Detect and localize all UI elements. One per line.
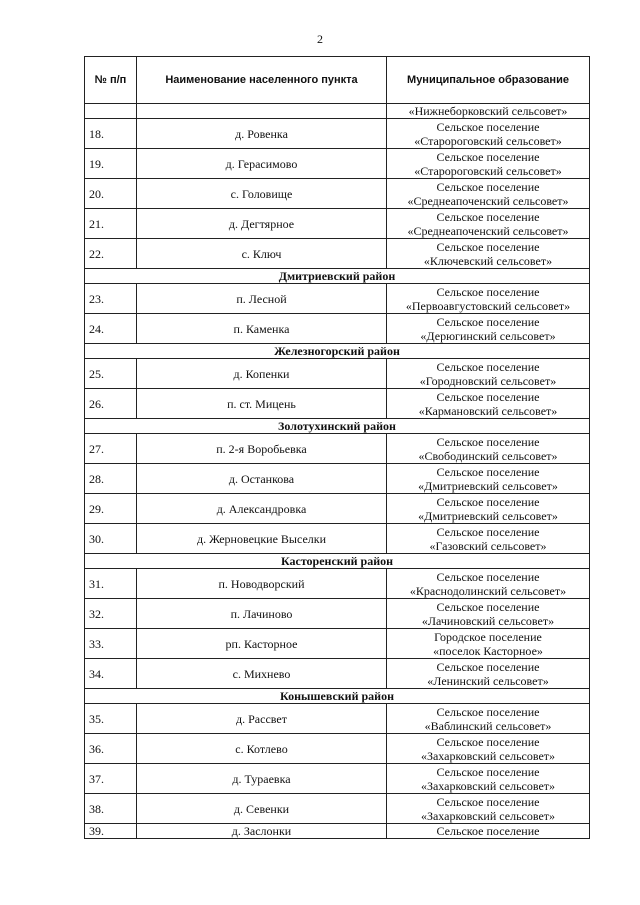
cell-municipality xyxy=(387,119,590,149)
table-row xyxy=(85,284,590,314)
municipality-type: Сельское поселение xyxy=(436,359,540,374)
cell-municipality xyxy=(387,794,590,824)
cell-name xyxy=(137,104,387,119)
cell-num: 39. xyxy=(85,824,137,839)
cell-name: п. Новодворский xyxy=(137,569,387,599)
cell-municipality xyxy=(387,734,590,764)
settlements-table xyxy=(84,56,590,839)
municipality-name: «Захарковский сельсовет» xyxy=(420,808,556,823)
cell-num: 27. xyxy=(85,434,137,464)
municipality-type: Сельское поселение xyxy=(436,119,540,134)
table-row xyxy=(85,734,590,764)
cell-municipality xyxy=(387,704,590,734)
cell-municipality xyxy=(387,524,590,554)
cell-name: д. Копенки xyxy=(137,359,387,389)
cell-name: п. ст. Мицень xyxy=(137,389,387,419)
district-row xyxy=(85,419,590,434)
cell-name: с. Михнево xyxy=(137,659,387,689)
municipality-name: «Ваблинский сельсовет» xyxy=(424,718,552,733)
cell-name: д. Дегтярное xyxy=(137,209,387,239)
cell-num: 25. xyxy=(85,359,137,389)
cell-name: д. Ровенка xyxy=(137,119,387,149)
table-row xyxy=(85,569,590,599)
municipality-name: «Лачиновский сельсовет» xyxy=(421,613,555,628)
table-row xyxy=(85,524,590,554)
cell-num: 33. xyxy=(85,629,137,659)
cell-municipality xyxy=(387,209,590,239)
continuation-row xyxy=(85,104,590,119)
cell-num: 23. xyxy=(85,284,137,314)
municipality-name: «Дерюгинский сельсовет» xyxy=(420,328,556,343)
district-row xyxy=(85,554,590,569)
municipality-name: «Краснодолинский сельсовет» xyxy=(409,583,567,598)
cell-name: с. Котлево xyxy=(137,734,387,764)
municipality-name: «Старороговский сельсовет» xyxy=(414,133,562,148)
municipality-type: Сельское поселение xyxy=(436,389,540,404)
municipality-name: «Среднеапоченский сельсовет» xyxy=(407,193,569,208)
municipality-type: Сельское поселение xyxy=(436,794,540,809)
cell-municipality xyxy=(387,629,590,659)
cell-name: д. Герасимово xyxy=(137,149,387,179)
municipality-type: Сельское поселение xyxy=(436,704,540,719)
cell-municipality xyxy=(387,179,590,209)
cell-num: 18. xyxy=(85,119,137,149)
cell-municipality xyxy=(387,659,590,689)
cell-municipality xyxy=(387,359,590,389)
district-row xyxy=(85,689,590,704)
municipality-name: «Старороговский сельсовет» xyxy=(414,163,562,178)
municipality-name: «Свободинский сельсовет» xyxy=(418,448,558,463)
municipality-type: Сельское поселение xyxy=(436,209,540,224)
municipality-type: Городское поселение xyxy=(434,629,542,644)
table-body xyxy=(85,104,590,839)
cell-name: п. Каменка xyxy=(137,314,387,344)
cell-municipality xyxy=(387,494,590,524)
municipality-type: Сельское поселение xyxy=(436,659,540,674)
municipality-type: Сельское поселение xyxy=(436,734,540,749)
district-row xyxy=(85,344,590,359)
table-row xyxy=(85,239,590,269)
cell-municipality xyxy=(387,569,590,599)
cell-num xyxy=(85,104,137,119)
cell-num: 36. xyxy=(85,734,137,764)
cell-municipality xyxy=(387,599,590,629)
cell-municipality: Сельское поселение xyxy=(387,824,590,839)
table-row xyxy=(85,824,590,839)
municipality-name: «Ленинский сельсовет» xyxy=(427,673,549,688)
district-name: Конышевский район xyxy=(85,689,590,704)
cell-num: 21. xyxy=(85,209,137,239)
district-row xyxy=(85,269,590,284)
cell-num: 38. xyxy=(85,794,137,824)
cell-municipality xyxy=(387,464,590,494)
municipality-name: «Среднеапоченский сельсовет» xyxy=(407,223,569,238)
municipality-type: Сельское поселение xyxy=(436,764,540,779)
cell-name: д. Тураевка xyxy=(137,764,387,794)
page-number: 2 xyxy=(317,32,323,46)
municipality-type: Сельское поселение xyxy=(436,569,540,584)
municipality-name: «Ключевский сельсовет» xyxy=(423,253,553,268)
cell-name: д. Жерновецкие Выселки xyxy=(137,524,387,554)
district-name: Дмитриевский район xyxy=(85,269,590,284)
table-row xyxy=(85,704,590,734)
cell-municipality xyxy=(387,314,590,344)
municipality-type: Сельское поселение xyxy=(436,464,540,479)
cell-num: 28. xyxy=(85,464,137,494)
table-row xyxy=(85,794,590,824)
cell-num: 24. xyxy=(85,314,137,344)
cell-name: д. Александровка xyxy=(137,494,387,524)
municipality-name: «Дмитриевский сельсовет» xyxy=(418,508,558,523)
cell-municipality xyxy=(387,239,590,269)
cell-num: 32. xyxy=(85,599,137,629)
municipality-name: «Первоавгустовский сельсовет» xyxy=(405,298,571,313)
cell-num: 22. xyxy=(85,239,137,269)
cell-name: п. Лесной xyxy=(137,284,387,314)
table-header-row xyxy=(85,57,590,104)
cell-municipality xyxy=(387,284,590,314)
cell-num: 35. xyxy=(85,704,137,734)
municipality-type: Сельское поселение xyxy=(436,494,540,509)
table-row xyxy=(85,314,590,344)
table-row xyxy=(85,179,590,209)
cell-num: 37. xyxy=(85,764,137,794)
table-row xyxy=(85,149,590,179)
table-row xyxy=(85,629,590,659)
district-name: Железногорский район xyxy=(85,344,590,359)
table-row xyxy=(85,599,590,629)
municipality-name: «поселок Касторное» xyxy=(433,643,543,658)
district-name: Касторенский район xyxy=(85,554,590,569)
cell-name: д. Заслонки xyxy=(137,824,387,839)
cell-municipality xyxy=(387,434,590,464)
table-row xyxy=(85,764,590,794)
table-row xyxy=(85,434,590,464)
table-row xyxy=(85,389,590,419)
municipality-name: «Городновский сельсовет» xyxy=(419,373,557,388)
cell-name: рп. Касторное xyxy=(137,629,387,659)
cell-num: 29. xyxy=(85,494,137,524)
table-row xyxy=(85,209,590,239)
municipality-name: «Захарковский сельсовет» xyxy=(420,778,556,793)
district-name: Золотухинский район xyxy=(85,419,590,434)
municipality-name: «Захарковский сельсовет» xyxy=(420,748,556,763)
cell-municipality xyxy=(387,149,590,179)
municipality-type: Сельское поселение xyxy=(436,434,540,449)
municipality-name: «Дмитриевский сельсовет» xyxy=(418,478,558,493)
municipality-type: Сельское поселение xyxy=(436,524,540,539)
municipality-name: «Газовский сельсовет» xyxy=(429,538,547,553)
cell-num: 30. xyxy=(85,524,137,554)
municipality-type: Сельское поселение xyxy=(436,179,540,194)
cell-name: п. 2-я Воробьевка xyxy=(137,434,387,464)
municipality-type: Сельское поселение xyxy=(436,239,540,254)
municipality-name: «Кармановский сельсовет» xyxy=(418,403,558,418)
cell-name: д. Рассвет xyxy=(137,704,387,734)
cell-name: д. Севенки xyxy=(137,794,387,824)
cell-num: 26. xyxy=(85,389,137,419)
cell-municipality xyxy=(387,389,590,419)
cell-num: 34. xyxy=(85,659,137,689)
cell-num: 19. xyxy=(85,149,137,179)
table-row xyxy=(85,659,590,689)
header-num: № п/п xyxy=(85,57,137,104)
table-row xyxy=(85,119,590,149)
header-municipality: Муниципальное образование xyxy=(387,57,590,104)
cell-num: 31. xyxy=(85,569,137,599)
municipality-type: Сельское поселение xyxy=(436,314,540,329)
municipality-type: Сельское поселение xyxy=(436,284,540,299)
cell-name: с. Головище xyxy=(137,179,387,209)
table-row xyxy=(85,494,590,524)
cell-municipality xyxy=(387,764,590,794)
cell-num: 20. xyxy=(85,179,137,209)
cell-name: с. Ключ xyxy=(137,239,387,269)
cell-name: д. Останкова xyxy=(137,464,387,494)
table-row xyxy=(85,359,590,389)
table-row xyxy=(85,464,590,494)
cell-name: п. Лачиново xyxy=(137,599,387,629)
municipality-type: Сельское поселение xyxy=(436,599,540,614)
municipality-type: Сельское поселение xyxy=(436,149,540,164)
cell-municipality: «Нижнеборковский сельсовет» xyxy=(387,104,590,119)
header-name: Наименование населенного пункта xyxy=(137,57,387,104)
